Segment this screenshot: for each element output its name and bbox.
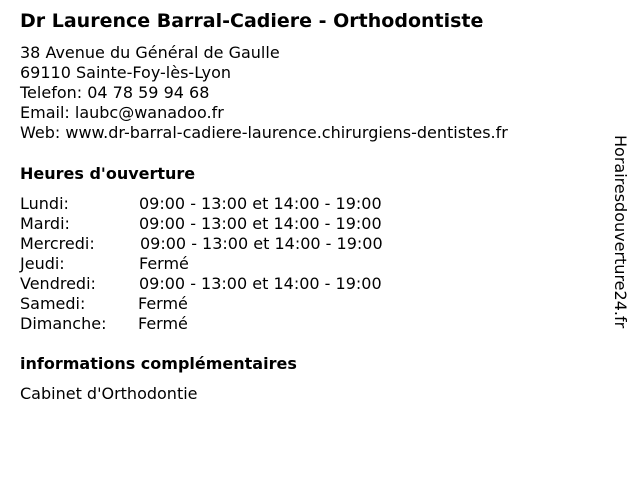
phone-number: Telefon: 04 78 59 94 68 — [20, 83, 210, 102]
info-text: Cabinet d'Orthodontie — [20, 384, 198, 403]
day-hours: Fermé — [139, 254, 189, 273]
address-street: 38 Avenue du Général de Gaulle — [20, 43, 280, 62]
day-label: Samedi: — [20, 294, 86, 313]
day-hours: 09:00 - 13:00 et 14:00 - 19:00 — [140, 234, 383, 253]
day-label: Jeudi: — [20, 254, 65, 273]
site-watermark: Horairesdouverture24.fr — [611, 135, 630, 329]
day-label: Dimanche: — [20, 314, 107, 333]
page-title: Dr Laurence Barral-Cadiere - Orthodontiste — [20, 10, 484, 32]
email-address: Email: laubc@wanadoo.fr — [20, 103, 224, 122]
info-heading: informations complémentaires — [20, 354, 297, 373]
hours-heading: Heures d'ouverture — [20, 164, 196, 183]
day-hours: Fermé — [138, 314, 188, 333]
website-url: Web: www.dr-barral-cadiere-laurence.chirurgiens-dentistes.fr — [20, 123, 508, 142]
day-hours: 09:00 - 13:00 et 14:00 - 19:00 — [139, 274, 382, 293]
day-hours: Fermé — [138, 294, 188, 313]
day-hours: 09:00 - 13:00 et 14:00 - 19:00 — [139, 194, 382, 213]
contact-block — [20, 43, 508, 143]
day-label: Mardi: — [20, 214, 70, 233]
day-hours: 09:00 - 13:00 et 14:00 - 19:00 — [139, 214, 382, 233]
address-city: 69110 Sainte-Foy-lès-Lyon — [20, 63, 232, 82]
day-label: Vendredi: — [20, 274, 96, 293]
day-label: Lundi: — [20, 194, 69, 213]
day-label: Mercredi: — [20, 234, 95, 253]
